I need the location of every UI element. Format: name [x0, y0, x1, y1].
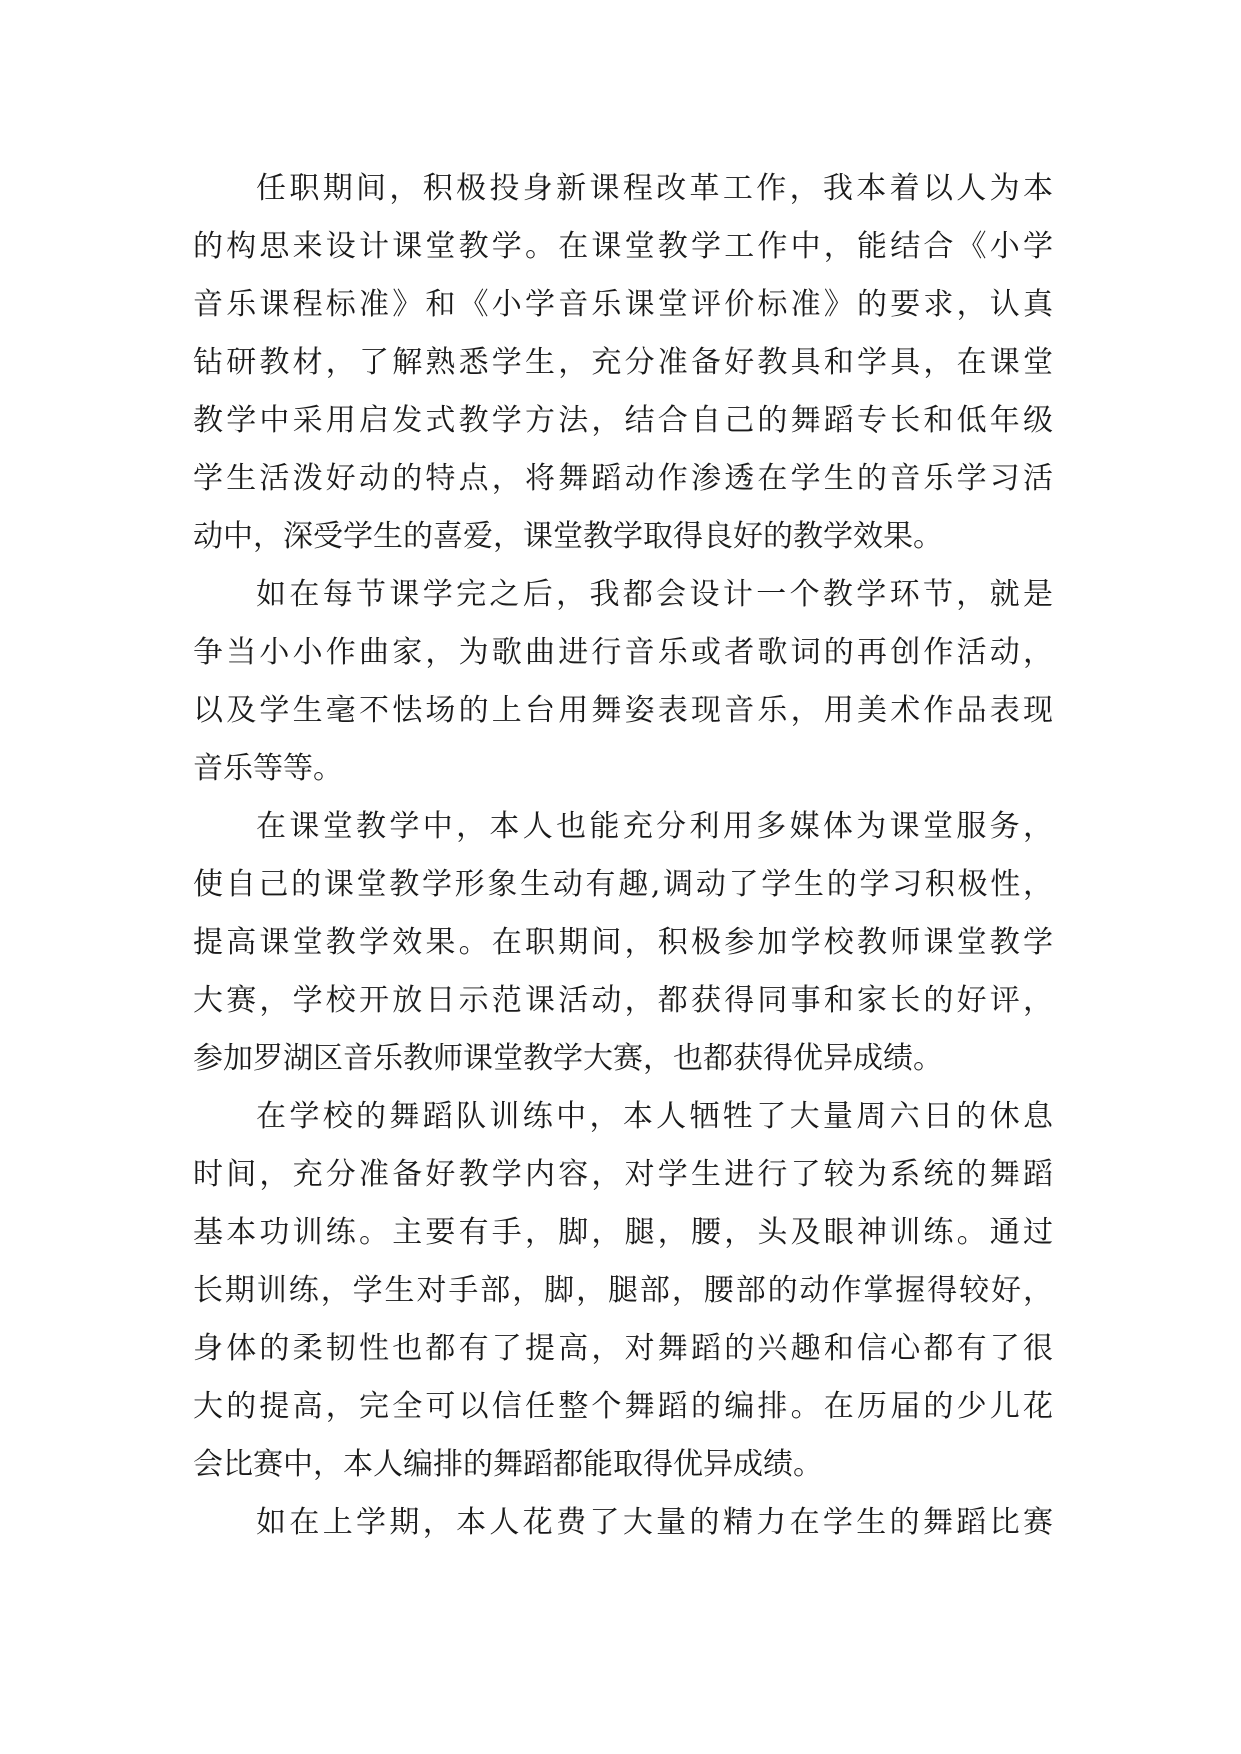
text-line: 在课堂教学中，本人也能充分利用多媒体为课堂服务，	[256, 809, 1053, 844]
text-line: 使自己的课堂教学形象生动有趣,调动了学生的学习积极性，	[193, 867, 1053, 902]
text-line: 基本功训练。主要有手，脚，腿，腰，头及眼神训练。通过	[193, 1215, 1053, 1250]
text-line: 参加罗湖区音乐教师课堂教学大赛，也都获得优异成绩。	[193, 1041, 943, 1076]
text-line: 动中，深受学生的喜爱，课堂教学取得良好的教学效果。	[193, 519, 943, 554]
text-line: 会比赛中，本人编排的舞蹈都能取得优异成绩。	[193, 1447, 823, 1482]
text-line: 如在每节课学完之后，我都会设计一个教学环节，就是	[256, 577, 1053, 612]
text-line: 音乐等等。	[193, 751, 343, 786]
text-line: 教学中采用启发式教学方法，结合自己的舞蹈专长和低年级	[193, 403, 1053, 438]
text-line: 的构思来设计课堂教学。在课堂教学工作中，能结合《小学	[193, 229, 1053, 264]
text-line: 学生活泼好动的特点，将舞蹈动作渗透在学生的音乐学习活	[193, 461, 1053, 496]
text-line: 大赛，学校开放日示范课活动，都获得同事和家长的好评，	[193, 983, 1053, 1018]
paragraph	[193, 566, 1053, 798]
text-line: 大的提高，完全可以信任整个舞蹈的编排。在历届的少儿花	[193, 1389, 1053, 1424]
text-line: 任职期间，积极投身新课程改革工作，我本着以人为本	[256, 171, 1053, 206]
document-body	[193, 160, 1053, 1552]
paragraph	[193, 798, 1053, 1088]
text-line: 钻研教材，了解熟悉学生，充分准备好教具和学具，在课堂	[193, 345, 1053, 380]
text-line: 时间，充分准备好教学内容，对学生进行了较为系统的舞蹈	[193, 1157, 1053, 1192]
text-line: 在学校的舞蹈队训练中，本人牺牲了大量周六日的休息	[256, 1099, 1053, 1134]
text-line: 身体的柔韧性也都有了提高，对舞蹈的兴趣和信心都有了很	[193, 1331, 1053, 1366]
paragraph	[193, 160, 1053, 566]
text-line: 以及学生毫不怯场的上台用舞姿表现音乐，用美术作品表现	[193, 693, 1053, 728]
text-line: 争当小小作曲家，为歌曲进行音乐或者歌词的再创作活动，	[193, 635, 1053, 670]
text-line: 长期训练，学生对手部，脚，腿部，腰部的动作掌握得较好，	[193, 1273, 1053, 1308]
text-line: 如在上学期，本人花费了大量的精力在学生的舞蹈比赛	[256, 1505, 1053, 1540]
paragraph	[193, 1088, 1053, 1494]
text-line: 音乐课程标准》和《小学音乐课堂评价标准》的要求，认真	[193, 287, 1053, 322]
text-line: 提高课堂教学效果。在职期间，积极参加学校教师课堂教学	[193, 925, 1053, 960]
paragraph	[193, 1494, 1053, 1552]
